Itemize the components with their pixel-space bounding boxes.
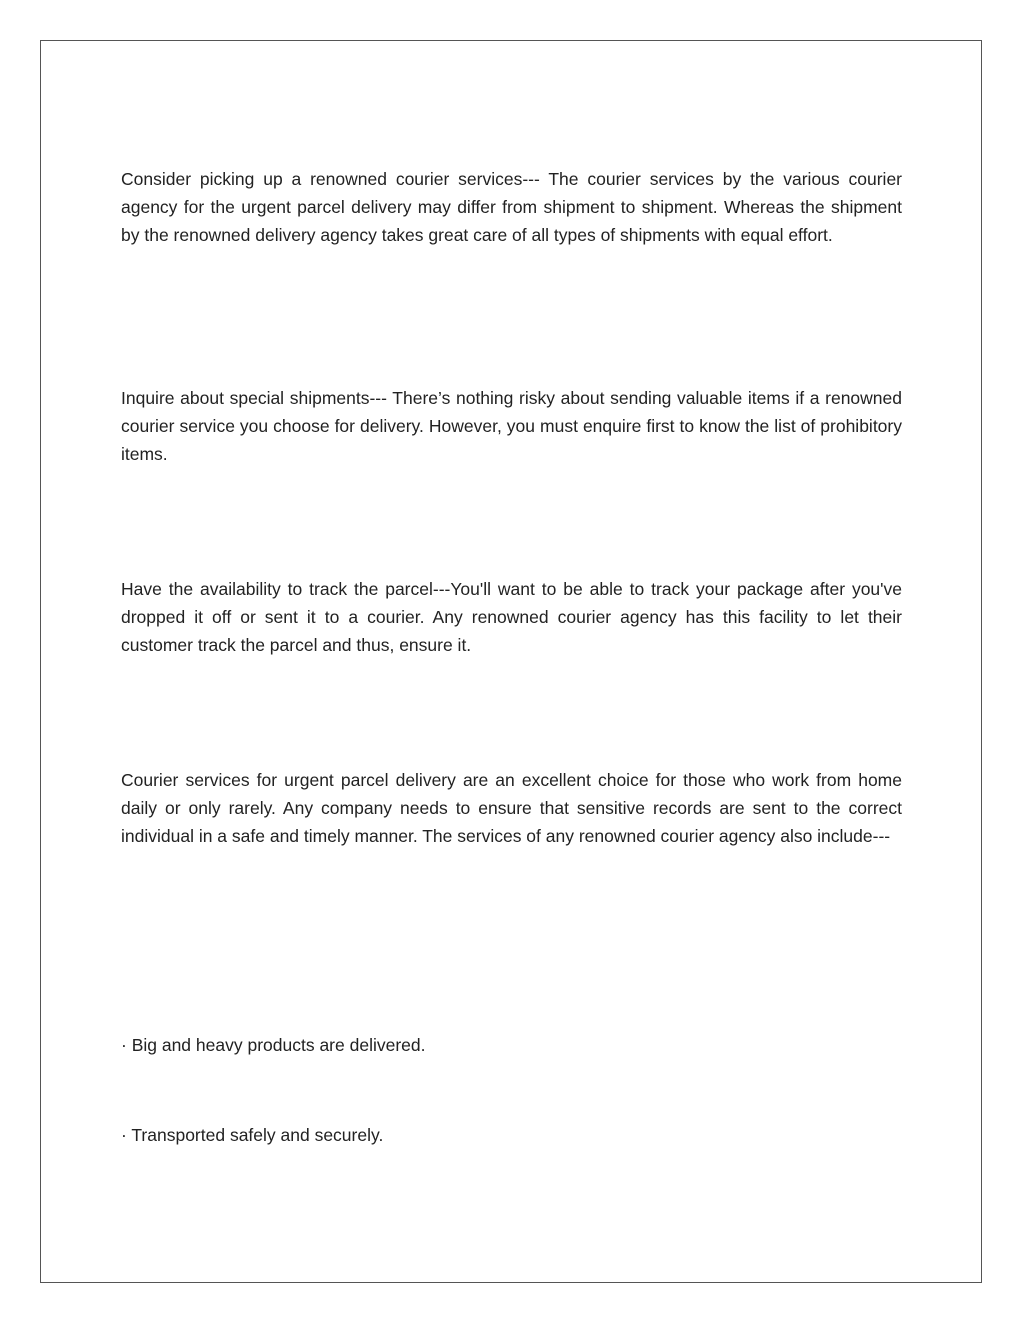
paragraph-special-shipments: Inquire about special shipments--- There’s nothing risky about sending valuable items if a renowned courier service you choose for delivery. However, you must enquire first to know the list of prohibitory items. <box>121 388 902 465</box>
paragraph-urgent-delivery: Courier services for urgent parcel delivery are an excellent choice for those who work from home daily or only rarely. Any company needs to ensure that sensitive records are sent to the correct individual in a safe and timely manner. The services of any renowned courier agency also include--- <box>121 770 902 847</box>
bullet-item-heavy-products: · Big and heavy products are delivered. <box>121 1035 426 1055</box>
paragraph-track-parcel: Have the availability to track the parcel---You'll want to be able to track your package after you've dropped it off or sent it to a courier. Any renowned courier agency has this facility to let their customer track the parcel and thus, ensure it. <box>121 579 902 656</box>
bullet-item-transported-safely: · Transported safely and securely. <box>121 1125 384 1145</box>
paragraph-courier-services: Consider picking up a renowned courier services--- The courier services by the various courier agency for the urgent parcel delivery may differ from shipment to shipment. Whereas the shipment by the renowned delivery agency takes great care of all types of shipments with equal effort. <box>121 169 902 246</box>
